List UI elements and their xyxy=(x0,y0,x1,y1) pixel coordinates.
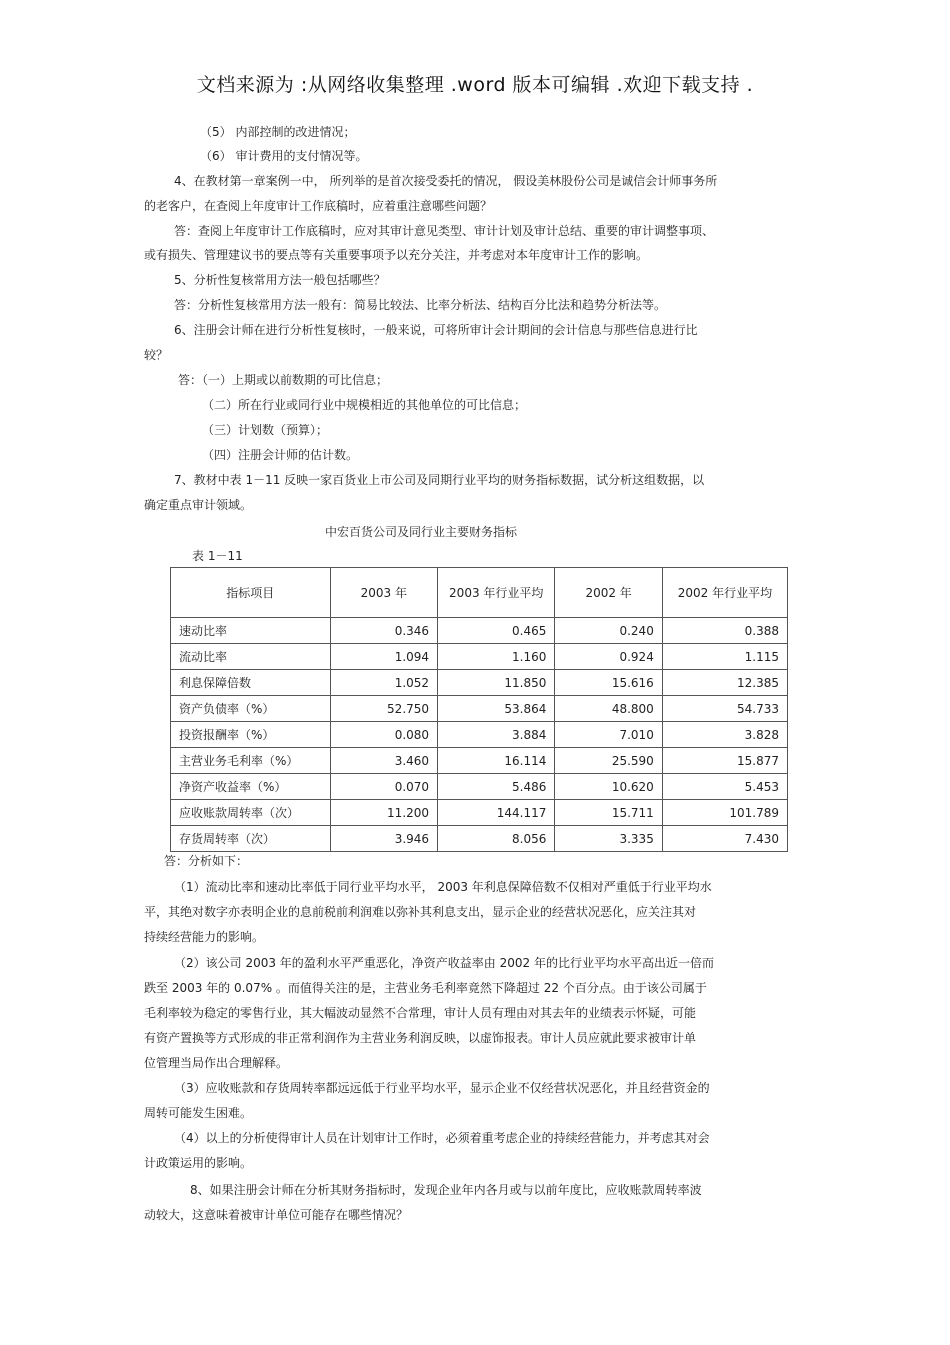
table-cell: 0.346 xyxy=(330,618,437,644)
document-source-header: 文档来源为 :从网络收集整理 .word 版本可编辑 .欢迎下载支持 . xyxy=(196,74,754,96)
table-cell: 101.789 xyxy=(662,800,787,826)
table-row xyxy=(171,670,788,696)
text-line: 确定重点审计领域。 xyxy=(144,498,253,512)
table-row xyxy=(171,748,788,774)
text-line: 有资产置换等方式形成的非正常利润作为主营业务利润反映，以虚饰报表。审计人员应就此要求被审计单 xyxy=(144,1031,697,1045)
table-cell: 48.800 xyxy=(555,696,662,722)
table-row xyxy=(171,722,788,748)
text-line: （四）注册会计师的估计数。 xyxy=(202,448,359,462)
table-cell: 7.010 xyxy=(555,722,662,748)
row-label: 速动比率 xyxy=(171,618,331,644)
table-row xyxy=(171,826,788,852)
table-cell: 11.200 xyxy=(330,800,437,826)
table-cell: 5.486 xyxy=(438,774,555,800)
row-label: 利息保障倍数 xyxy=(171,670,331,696)
table-cell: 54.733 xyxy=(662,696,787,722)
text-line: 4、在教材第一章案例一中， 所列举的是首次接受委托的情况， 假设美林股份公司是诚信会计师事务所 xyxy=(174,174,718,188)
text-line: （6） 审计费用的支付情况等。 xyxy=(200,149,368,163)
text-line: （3）应收账款和存货周转率都远远低于行业平均水平，显示企业不仅经营状况恶化，并且经营资金的 xyxy=(174,1081,710,1095)
table-cell: 10.620 xyxy=(555,774,662,800)
row-label: 净资产收益率（%） xyxy=(171,774,331,800)
column-header: 指标项目 xyxy=(171,568,331,618)
table-header-row xyxy=(171,568,788,618)
financial-indicators-table xyxy=(170,567,788,852)
text-line: （三）计划数（预算）； xyxy=(202,423,329,437)
text-line: 6、注册会计师在进行分析性复核时，一般来说，可将所审计会计期间的会计信息与那些信息进行比 xyxy=(174,323,698,337)
table-cell: 0.388 xyxy=(662,618,787,644)
text-line: （5） 内部控制的改进情况； xyxy=(200,125,356,139)
text-line: 答：分析性复核常用方法一般有：简易比较法、比率分析法、结构百分比法和趋势分析法等。 xyxy=(174,298,667,312)
text-line: 8、如果注册会计师在分析其财务指标时，发现企业年内各月或与以前年度比，应收账款周转率波 xyxy=(190,1183,702,1197)
row-label: 应收账款周转率（次） xyxy=(171,800,331,826)
table-cell: 5.453 xyxy=(662,774,787,800)
table-cell: 11.850 xyxy=(438,670,555,696)
table-row xyxy=(171,618,788,644)
table-row xyxy=(171,644,788,670)
text-line: 或有损失、管理建议书的要点等有关重要事项予以充分关注，并考虑对本年度审计工作的影响。 xyxy=(144,248,649,262)
text-line: 平，其绝对数字亦表明企业的息前税前利润难以弥补其利息支出，显示企业的经营状况恶化，应关注其对 xyxy=(144,905,697,919)
row-label: 流动比率 xyxy=(171,644,331,670)
text-line: （1）流动比率和速动比率低于同行业平均水平， 2003 年利息保障倍数不仅相对严重低于行业平均水 xyxy=(174,880,712,894)
table-cell: 1.160 xyxy=(438,644,555,670)
text-line: 7、教材中表 1－11 反映一家百货业上市公司及同期行业平均的财务指标数据，试分析这组数据，以 xyxy=(174,473,705,487)
text-line: 周转可能发生困难。 xyxy=(144,1106,253,1120)
table-cell: 144.117 xyxy=(438,800,555,826)
table-title: 中宏百货公司及同行业主要财务指标 xyxy=(325,525,518,539)
text-line: 较？ xyxy=(144,348,169,362)
text-line: （二）所在行业或同行业中规模相近的其他单位的可比信息； xyxy=(202,398,527,412)
table-cell: 52.750 xyxy=(330,696,437,722)
table-cell: 16.114 xyxy=(438,748,555,774)
text-line: 跌至 2003 年的 0.07% 。而值得关注的是，主营业务毛利率竟然下降超过 22 个百分点。由于该公司属于 xyxy=(144,981,707,995)
table-cell: 15.711 xyxy=(555,800,662,826)
text-line: 答：查阅上年度审计工作底稿时，应对其审计意见类型、审计计划及审计总结、重要的审计调整事项、 xyxy=(174,224,715,238)
row-label: 主营业务毛利率（%） xyxy=(171,748,331,774)
table-label: 表 1－11 xyxy=(192,549,243,563)
text-line: 持续经营能力的影响。 xyxy=(144,930,265,944)
table-cell: 15.877 xyxy=(662,748,787,774)
column-header: 2002 年行业平均 xyxy=(662,568,787,618)
text-line: 答：分析如下： xyxy=(164,854,249,868)
text-line: 动较大，这意味着被审计单位可能存在哪些情况？ xyxy=(144,1208,409,1222)
table-cell: 0.924 xyxy=(555,644,662,670)
table-cell: 0.070 xyxy=(330,774,437,800)
table-cell: 7.430 xyxy=(662,826,787,852)
table-row xyxy=(171,696,788,722)
text-line: （4）以上的分析使得审计人员在计划审计工作时，必须着重考虑企业的持续经营能力，并考虑其对会 xyxy=(174,1131,710,1145)
table-cell: 15.616 xyxy=(555,670,662,696)
table-cell: 53.864 xyxy=(438,696,555,722)
table-row xyxy=(171,800,788,826)
table-row xyxy=(171,774,788,800)
table-cell: 1.052 xyxy=(330,670,437,696)
table-cell: 0.080 xyxy=(330,722,437,748)
table-cell: 0.465 xyxy=(438,618,555,644)
text-line: 的老客户，在查阅上年度审计工作底稿时，应着重注意哪些问题？ xyxy=(144,199,493,213)
text-line: 答：（一）上期或以前数期的可比信息； xyxy=(178,373,389,387)
table-cell: 1.094 xyxy=(330,644,437,670)
table-cell: 3.884 xyxy=(438,722,555,748)
text-line: 毛利率较为稳定的零售行业，其大幅波动显然不合常理，审计人员有理由对其去年的业绩表示怀疑，可能 xyxy=(144,1006,697,1020)
table-cell: 12.385 xyxy=(662,670,787,696)
table-cell: 25.590 xyxy=(555,748,662,774)
table-cell: 0.240 xyxy=(555,618,662,644)
table-cell: 1.115 xyxy=(662,644,787,670)
table-cell: 3.335 xyxy=(555,826,662,852)
column-header: 2003 年行业平均 xyxy=(438,568,555,618)
text-line: （2）该公司 2003 年的盈利水平严重恶化，净资产收益率由 2002 年的比行业平均水平高出近一倍而 xyxy=(174,956,714,970)
column-header: 2002 年 xyxy=(555,568,662,618)
table-cell: 8.056 xyxy=(438,826,555,852)
row-label: 投资报酬率（%） xyxy=(171,722,331,748)
row-label: 资产负债率（%） xyxy=(171,696,331,722)
text-line: 5、分析性复核常用方法一般包括哪些？ xyxy=(174,273,386,287)
text-line: 位管理当局作出合理解释。 xyxy=(144,1056,289,1070)
text-line: 计政策运用的影响。 xyxy=(144,1156,253,1170)
table-cell: 3.946 xyxy=(330,826,437,852)
row-label: 存货周转率（次） xyxy=(171,826,331,852)
column-header: 2003 年 xyxy=(330,568,437,618)
table-cell: 3.828 xyxy=(662,722,787,748)
table-cell: 3.460 xyxy=(330,748,437,774)
